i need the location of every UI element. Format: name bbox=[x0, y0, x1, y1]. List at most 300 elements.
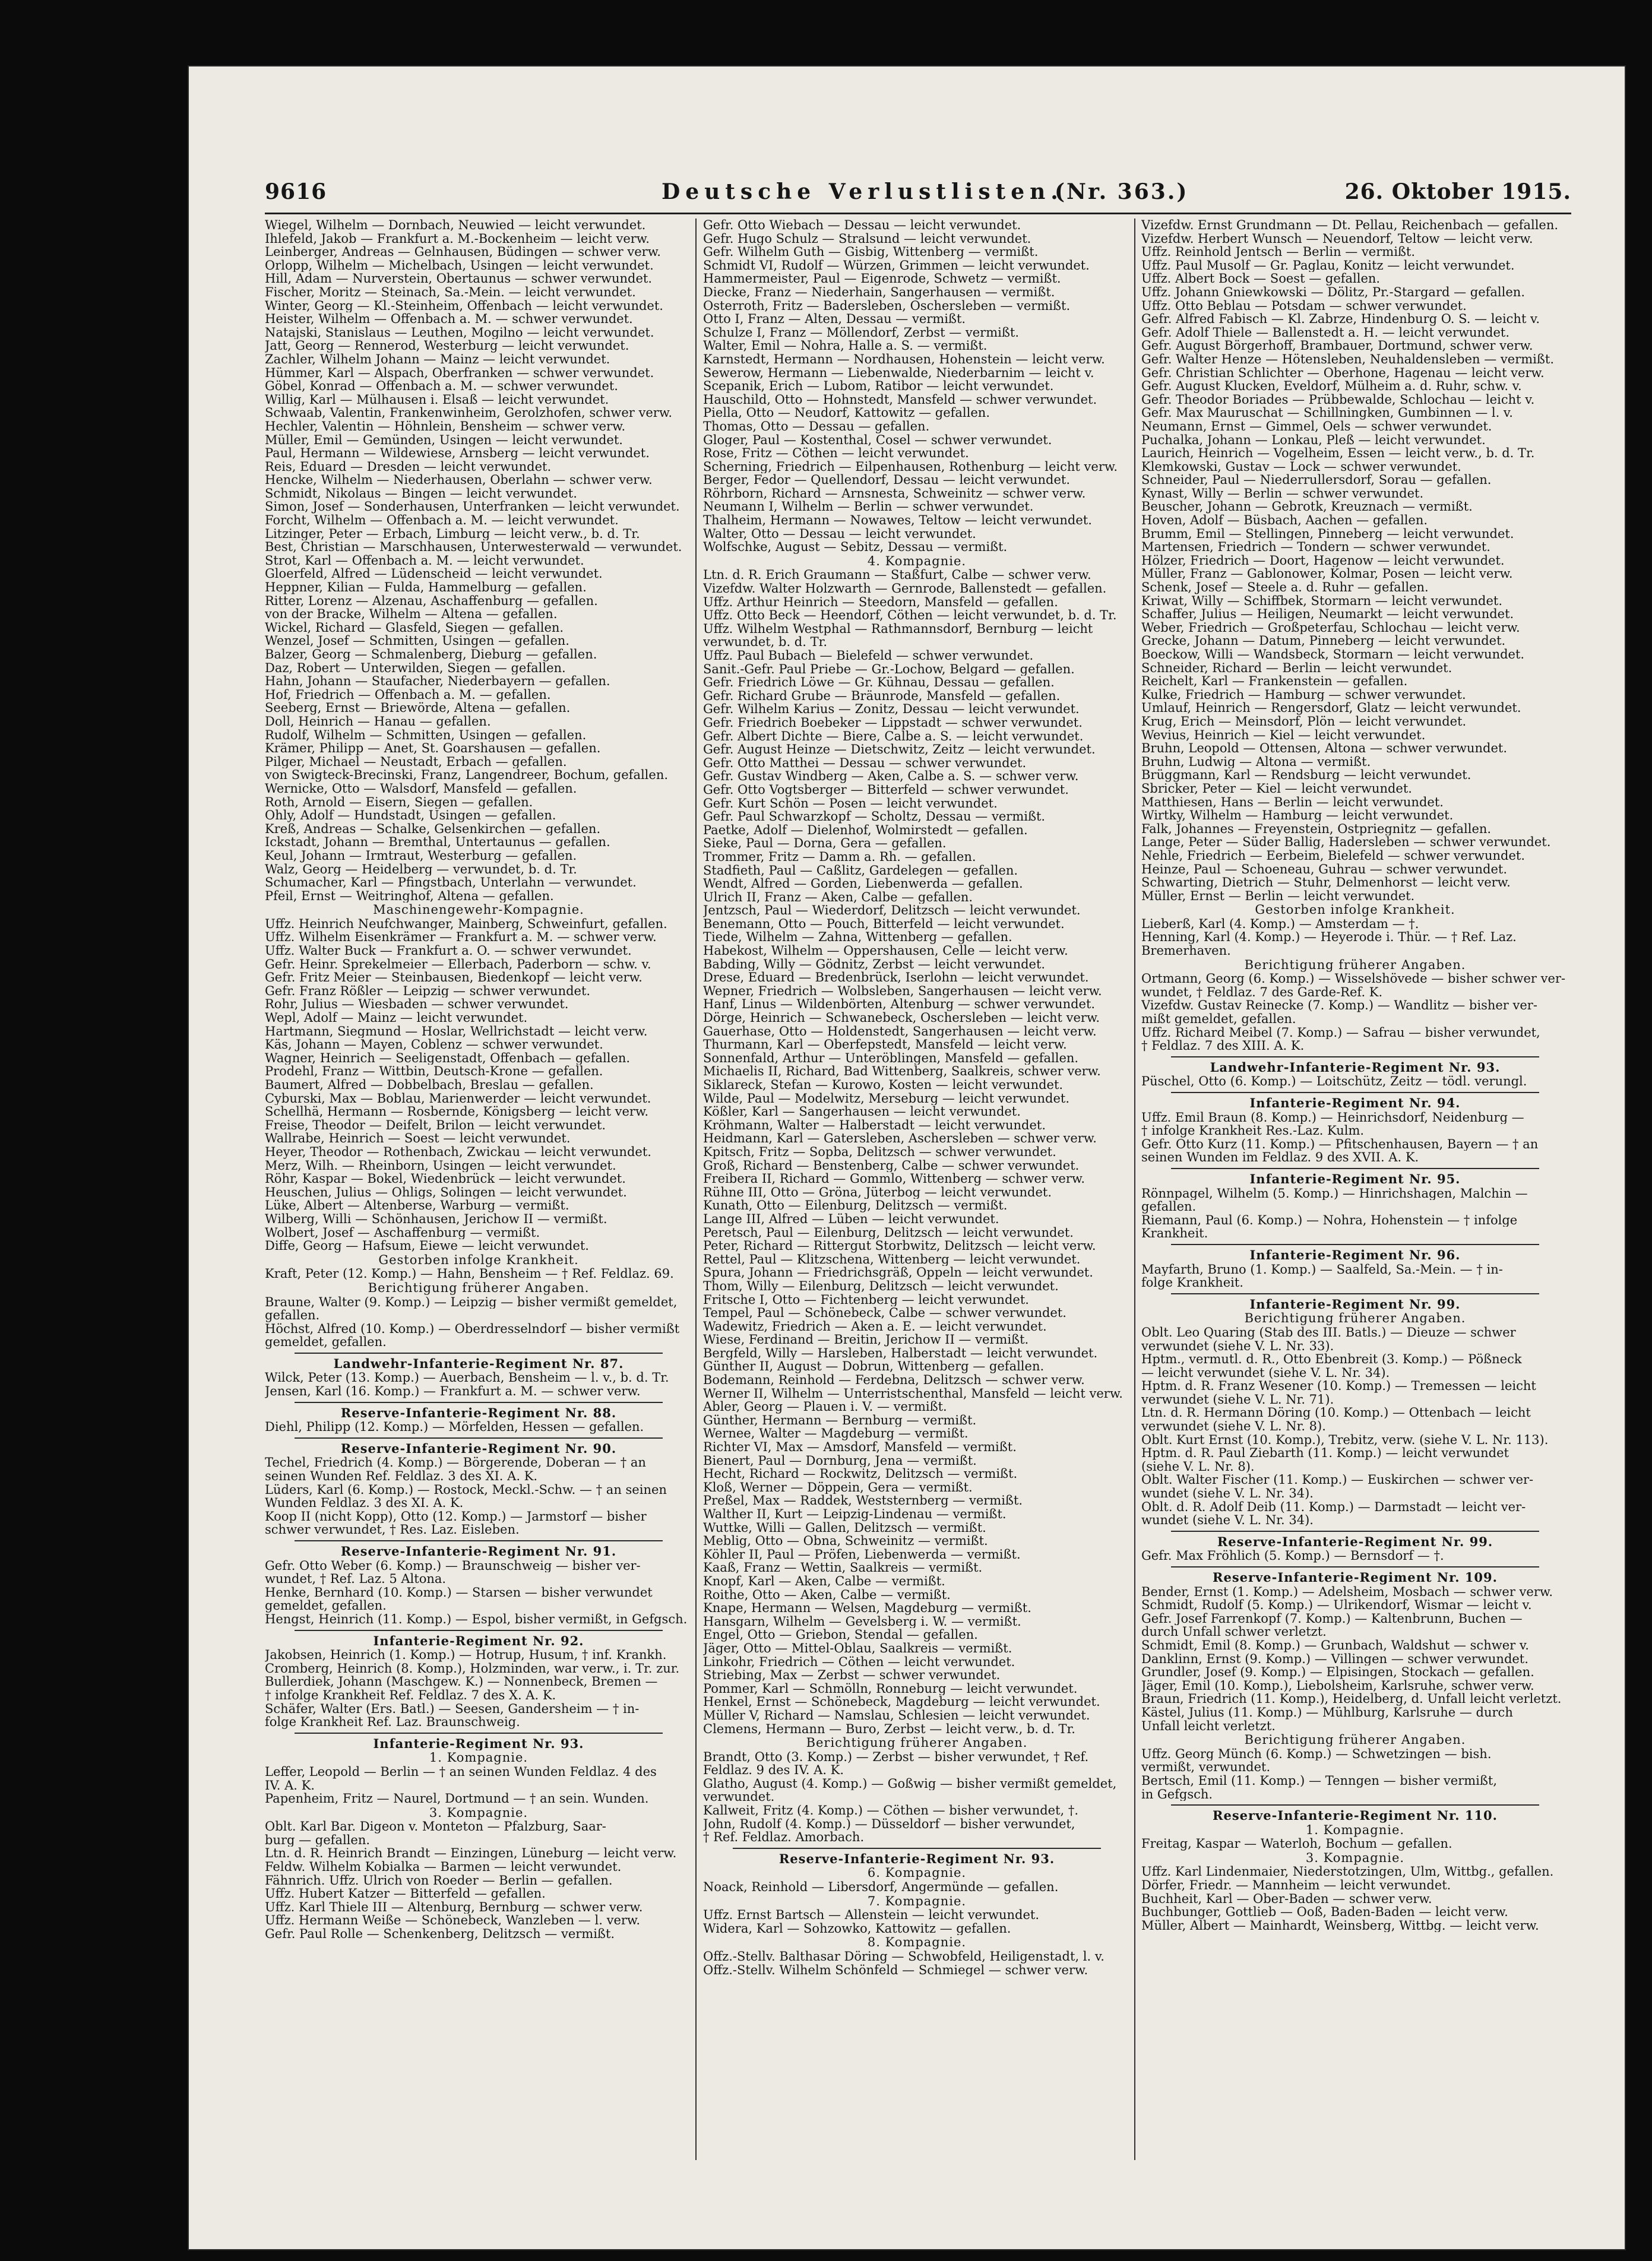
casualty-entry: Wilberg, Willi — Schönhausen, Jerichow II — vermißt. bbox=[265, 1212, 607, 1226]
casualty-entry: Gefr. Hugo Schulz — Stralsund — leicht verwundet. bbox=[703, 232, 1031, 246]
casualty-entry: Uffz. Karl Thiele III — Altenburg, Bernburg — schwer verw. bbox=[265, 1900, 643, 1914]
casualty-entry: Gefr. Christian Schlichter — Oberhone, Hagenau — leicht verw. bbox=[1141, 366, 1545, 380]
casualty-entry: Bienert, Paul — Dornburg, Jena — vermißt. bbox=[703, 1454, 977, 1468]
casualty-entry: durch Unfall schwer verletzt. bbox=[1141, 1625, 1327, 1639]
casualty-entry: Wendt, Alfred — Gorden, Liebenwerda — gefallen. bbox=[703, 877, 1023, 891]
casualty-entry: Gefr. Otto Vogtsberger — Bitterfeld — schwer verwundet. bbox=[703, 783, 1069, 797]
casualty-entry: Thomas, Otto — Dessau — gefallen. bbox=[703, 419, 930, 433]
casualty-entry: Matthiesen, Hans — Berlin — leicht verwundet. bbox=[1141, 795, 1444, 809]
casualty-entry: Krämer, Philipp — Anet, St. Goarshausen — gefallen. bbox=[265, 742, 601, 755]
casualty-entry: schwer verwundet, † Res. Laz. Eisleben. bbox=[265, 1523, 520, 1537]
casualty-entry: Püschel, Otto (6. Komp.) — Loitschütz, Zeitz — tödl. verungl. bbox=[1141, 1075, 1527, 1088]
casualty-entry: Kreß, Andreas — Schalke, Gelsenkirchen — gefallen. bbox=[265, 822, 601, 836]
casualty-entry: Litzinger, Peter — Erbach, Limburg — leicht verw., b. d. Tr. bbox=[265, 527, 640, 541]
casualty-entry: Gefr. Adolf Thiele — Ballenstedt a. H. — leicht verwundet. bbox=[1141, 325, 1509, 340]
casualty-entry: Wickel, Richard — Glasfeld, Siegen — gefallen. bbox=[265, 620, 564, 635]
casualty-entry: Heppner, Kilian — Fulda, Hammelburg — gefallen. bbox=[265, 581, 587, 594]
section-divider bbox=[1171, 1168, 1539, 1169]
casualty-entry: Hansgarn, Wilhelm — Gevelsberg i. W. — vermißt. bbox=[703, 1614, 1021, 1629]
casualty-entry: Danklinn, Ernst (9. Komp.) — Villingen — schwer verwundet. bbox=[1141, 1652, 1528, 1666]
casualty-entry: Pommer, Karl — Schmölln, Ronneburg — leicht verwundet. bbox=[703, 1682, 1078, 1696]
casualty-entry: Hptm., vermutl. d. R., Otto Ebenbreit (3. Komp.) — Pößneck bbox=[1141, 1353, 1522, 1366]
casualty-entry: Sanit.-Gefr. Paul Priebe — Gr.-Lochow, Belgard — gefallen. bbox=[703, 662, 1075, 676]
casualty-entry: Uffz. Ernst Bartsch — Allenstein — leicht verwundet. bbox=[703, 1908, 1040, 1922]
casualty-entry: Werner II, Wilhelm — Unterristschenthal, Mansfeld — leicht verw. bbox=[703, 1386, 1123, 1401]
casualty-entry: Bender, Ernst (1. Komp.) — Adelsheim, Mosbach — schwer verw. bbox=[1141, 1585, 1553, 1599]
casualty-entry: Heister, Wilhelm — Offenbach a. M. — schwer verwundet. bbox=[265, 312, 633, 326]
casualty-entry: John, Rudolf (4. Komp.) — Düsseldorf — bisher verwundet, bbox=[703, 1817, 1075, 1831]
casualty-entry: Höchst, Alfred (10. Komp.) — Oberdresselndorf — bisher vermißt bbox=[265, 1322, 680, 1336]
casualty-entry: Paetke, Adolf — Dielenhof, Wolmirstedt — gefallen. bbox=[703, 823, 1028, 837]
casualty-entry: wundet (siehe V. L. Nr. 34). bbox=[1141, 1487, 1314, 1500]
casualty-entry: Sewerow, Hermann — Liebenwalde, Niederbarnim — leicht v. bbox=[703, 366, 1094, 380]
regiment-heading: Reserve-Infanterie-Regiment Nr. 109. bbox=[1213, 1571, 1498, 1585]
casualty-entry: Kraft, Peter (12. Komp.) — Hahn, Bensheim — † Ref. Feldlaz. 69. bbox=[265, 1267, 674, 1281]
section-divider bbox=[1171, 1566, 1539, 1568]
casualty-entry: Oblt. Karl Bar. Digeon v. Monteton — Pfalzburg, Saar- bbox=[265, 1820, 606, 1834]
casualty-entry: Hahn, Johann — Staufacher, Niederbayern — gefallen. bbox=[265, 674, 610, 688]
casualty-entry: Wadewitz, Friedrich — Aken a. E. — leicht verwundet. bbox=[703, 1319, 1047, 1334]
casualty-entry: Dörge, Heinrich — Schwanebeck, Oschersleben — leicht verw. bbox=[703, 1011, 1100, 1025]
regiment-heading: Landwehr-Infanterie-Regiment Nr. 87. bbox=[333, 1357, 624, 1371]
casualty-entry: Gloger, Paul — Kostenthal, Cosel — schwer verwundet. bbox=[703, 433, 1052, 447]
casualty-entry: Schellhä, Hermann — Rosbernde, Königsberg — leicht verw. bbox=[265, 1105, 649, 1119]
regiment-heading: Reserve-Infanterie-Regiment Nr. 91. bbox=[340, 1545, 617, 1559]
subsection-heading: 1. Kompagnie. bbox=[429, 1750, 528, 1765]
casualty-entry: Koop II (nicht Kopp), Otto (12. Komp.) — Jarmstorf — bisher bbox=[265, 1509, 647, 1524]
casualty-entry: Uffz. Arthur Heinrich — Steedorn, Mansfeld — gefallen. bbox=[703, 595, 1058, 609]
casualty-entry: Schulze I, Franz — Möllendorf, Zerbst — vermißt. bbox=[703, 325, 1019, 340]
casualty-entry: Gefr. August Klucken, Eveldorf, Mülheim a. d. Ruhr, schw. v. bbox=[1141, 379, 1522, 393]
casualty-entry: Roithe, Otto — Aken, Calbe — vermißt. bbox=[703, 1588, 951, 1602]
casualty-entry: Balzer, Georg — Schmalenberg, Dieburg — gefallen. bbox=[265, 648, 597, 661]
casualty-entry: Gefr. Gustav Windberg — Aken, Calbe a. S. — schwer verw. bbox=[703, 770, 1079, 783]
casualty-entry: Schwarting, Dietrich — Stuhr, Delmenhorst — leicht verw. bbox=[1141, 876, 1511, 889]
casualty-entry: Gefr. Otto Matthei — Dessau — schwer verwundet. bbox=[703, 756, 1027, 770]
casualty-entry: Widera, Karl — Sohzowko, Kattowitz — gefallen. bbox=[703, 1921, 1011, 1936]
casualty-entry: Nehle, Friedrich — Eerbeim, Bielefeld — schwer verwundet. bbox=[1141, 848, 1526, 863]
casualty-entry: Preßel, Max — Raddek, Weststernberg — vermißt. bbox=[703, 1494, 1023, 1508]
casualty-entry: Mayfarth, Bruno (1. Komp.) — Saalfeld, Sa.-Mein. — † in- bbox=[1141, 1262, 1503, 1277]
casualty-entry: Uffz. Emil Braun (8. Komp.) — Heinrichsdorf, Neidenburg — bbox=[1141, 1110, 1524, 1125]
casualty-entry: Strot, Karl — Offenbach a. M. — leicht verwundet. bbox=[265, 553, 584, 568]
casualty-entry: Thom, Willy — Eilenburg, Delitzsch — leicht verwundet. bbox=[703, 1279, 1059, 1293]
casualty-entry: Gefr. Fritz Meier — Steinbausen, Biedenkopf — leicht verw. bbox=[265, 971, 643, 984]
casualty-entry: Trommer, Fritz — Damm a. Rh. — gefallen. bbox=[703, 850, 976, 864]
casualty-entry: Cyburski, Max — Boblau, Marienwerder — leicht verwundet. bbox=[265, 1091, 651, 1106]
casualty-entry: Vizefdw. Walter Holzwarth — Gernrode, Ballenstedt — gefallen. bbox=[703, 582, 1107, 596]
section-divider bbox=[1171, 1531, 1539, 1532]
casualty-entry: Papenheim, Fritz — Naurel, Dortmund — † an sein. Wunden. bbox=[265, 1792, 649, 1806]
casualty-entry: Zachler, Wilhelm Johann — Mainz — leicht verwundet. bbox=[265, 352, 610, 366]
casualty-entry: seinen Wunden Ref. Feldlaz. 3 des XI. A. K. bbox=[265, 1470, 538, 1483]
casualty-entry: Piella, Otto — Neudorf, Kattowitz — gefallen. bbox=[703, 406, 990, 420]
casualty-entry: Buchbunger, Gottlieb — Ooß, Baden-Baden — leicht verw. bbox=[1141, 1905, 1508, 1919]
casualty-entry: Freibera II, Richard — Gommlo, Wittenberg — schwer verw. bbox=[703, 1172, 1085, 1186]
casualty-entry: Uffz. Heinrich Neufchwanger, Mainberg, Schweinfurt, gefallen. bbox=[265, 917, 667, 931]
column-3 bbox=[1141, 218, 1569, 1932]
casualty-entry: Käs, Johann — Mayen, Coblenz — schwer verwundet. bbox=[265, 1038, 603, 1052]
casualty-entry: Hptm. d. R. Paul Ziebarth (11. Komp.) — leicht verwundet bbox=[1141, 1446, 1509, 1460]
subsection-heading: Berichtigung früherer Angaben. bbox=[1244, 1311, 1466, 1326]
regiment-heading: Infanterie-Regiment Nr. 95. bbox=[1249, 1172, 1461, 1186]
casualty-entry: Schmidt VI, Rudolf — Würzen, Grimmen — leicht verwundet. bbox=[703, 258, 1090, 273]
casualty-entry: Rettel, Paul — Klitzschena, Wittenberg — leicht verwundet. bbox=[703, 1252, 1081, 1266]
casualty-entry: Röhrborn, Richard — Arnsnesta, Schweinitz — schwer verw. bbox=[703, 486, 1086, 501]
casualty-entry: Gefr. August Börgerhoff, Brambauer, Dortmund, schwer verw. bbox=[1141, 339, 1533, 353]
casualty-entry: Köhler II, Paul — Pröfen, Liebenwerda — vermißt. bbox=[703, 1547, 1021, 1562]
casualty-entry: Leinberger, Andreas — Gelnhausen, Büdingen — schwer verw. bbox=[265, 245, 661, 259]
casualty-entry: Schmidt, Rudolf (5. Komp.) — Ulrikendorf, Wismar — leicht v. bbox=[1141, 1598, 1532, 1612]
casualty-entry: Glatho, August (4. Komp.) — Goßwig — bisher vermißt gemeldet, bbox=[703, 1776, 1117, 1791]
casualty-entry: Wepl, Adolf — Mainz — leicht verwundet. bbox=[265, 1011, 528, 1025]
casualty-entry: Uffz. Albert Bock — Soest — gefallen. bbox=[1141, 272, 1381, 286]
casualty-entry: Best, Christian — Marschhausen, Unterwesterwald — verwundet. bbox=[265, 540, 682, 554]
casualty-entry: Uffz. Wilhelm Eisenkrämer — Frankfurt a. M. — schwer verw. bbox=[265, 930, 657, 945]
column-divider bbox=[1134, 218, 1135, 2160]
casualty-entry: Wuttke, Willi — Gallen, Delitzsch — vermißt. bbox=[703, 1521, 986, 1535]
casualty-entry: † Ref. Feldlaz. Amorbach. bbox=[703, 1831, 865, 1844]
casualty-entry: Schenk, Josef — Steele a. d. Ruhr — gefallen. bbox=[1141, 581, 1429, 594]
casualty-entry: Tempel, Paul — Schönebeck, Calbe — schwer verwundet. bbox=[703, 1306, 1066, 1320]
casualty-entry: Wilde, Paul — Modelwitz, Merseburg — leicht verwundet. bbox=[703, 1091, 1070, 1106]
casualty-entry: Lange, Peter — Süder Ballig, Hadersleben — schwer verwundet. bbox=[1141, 835, 1551, 849]
casualty-entry: Heidmann, Karl — Gatersleben, Aschersleben — schwer verw. bbox=[703, 1132, 1097, 1145]
casualty-entry: Kriwat, Willy — Schiffbek, Stormarn — leicht verwundet. bbox=[1141, 594, 1503, 608]
casualty-entry: Daz, Robert — Unterwilden, Siegen — gefallen. bbox=[265, 661, 566, 675]
casualty-entry: Hauschild, Otto — Hohnstedt, Mansfeld — schwer verwundet. bbox=[703, 392, 1097, 407]
subsection-heading: Berichtigung früherer Angaben. bbox=[806, 1736, 1028, 1750]
section-divider bbox=[295, 1402, 663, 1403]
casualty-entry: Müller, Emil — Gemünden, Usingen — leicht verwundet. bbox=[265, 433, 623, 447]
casualty-entry: Linkohr, Friedrich — Cöthen — leicht verwundet. bbox=[703, 1655, 1015, 1669]
subsection-heading: 7. Kompagnie. bbox=[867, 1893, 967, 1908]
casualty-entry: Wenzel, Josef — Schmitten, Usingen — gefallen. bbox=[265, 634, 569, 648]
casualty-entry: Paul, Hermann — Wildewiese, Arnsberg — leicht verwundet. bbox=[265, 446, 650, 460]
casualty-entry: Seeberg, Ernst — Briewörde, Altena — gefallen. bbox=[265, 701, 571, 715]
casualty-entry: Schneider, Richard — Berlin — leicht verwundet. bbox=[1141, 661, 1452, 675]
casualty-entry: Richter VI, Max — Amsdorf, Mansfeld — vermißt. bbox=[703, 1440, 1017, 1454]
casualty-entry: Gefr. Friedrich Boebeker — Lippstadt — schwer verwundet. bbox=[703, 715, 1083, 730]
casualty-entry: Walther II, Kurt — Leipzig-Lindenau — vermißt. bbox=[703, 1508, 1007, 1521]
section-divider bbox=[1171, 1804, 1539, 1806]
casualty-entry: Kaaß, Franz — Wettin, Saalkreis — vermißt. bbox=[703, 1561, 983, 1575]
casualty-entry: Uffz. Richard Meibel (7. Komp.) — Safrau — bisher verwundet, bbox=[1141, 1025, 1540, 1040]
casualty-entry: burg — gefallen. bbox=[265, 1833, 371, 1847]
casualty-entry: Stadfieth, Paul — Caßlitz, Gardelegen — gefallen. bbox=[703, 863, 1018, 878]
casualty-entry: wundet, † Feldlaz. 7 des Garde-Ref. K. bbox=[1141, 985, 1383, 999]
casualty-entry: Wallrabe, Heinrich — Soest — leicht verwundet. bbox=[265, 1132, 571, 1145]
casualty-entry: Tiede, Wilhelm — Zahna, Wittenberg — gefallen. bbox=[703, 930, 1012, 945]
casualty-entry: Wagner, Heinrich — Seeligenstadt, Offenbach — gefallen. bbox=[265, 1051, 631, 1065]
casualty-entry: Krankheit. bbox=[1141, 1227, 1208, 1240]
casualty-entry: verwundet, b. d. Tr. bbox=[703, 635, 828, 649]
casualty-entry: Röhr, Kaspar — Bokel, Wiedenbrück — leicht verwundet. bbox=[265, 1172, 626, 1186]
subsection-heading: 1. Kompagnie. bbox=[1305, 1822, 1405, 1837]
casualty-entry: Pilger, Michael — Neustadt, Erbach — gefallen. bbox=[265, 755, 567, 769]
casualty-entry: Weber, Friedrich — Großpeterfau, Schlochau — leicht verw. bbox=[1141, 620, 1520, 635]
casualty-entry: Gloerfeld, Alfred — Lüdenscheid — leicht verwundet. bbox=[265, 567, 603, 581]
casualty-entry: Hammermeister, Paul — Eigenrode, Schwetz — vermißt. bbox=[703, 272, 1061, 286]
casualty-entry: Otto I, Franz — Alten, Dessau — vermißt. bbox=[703, 312, 966, 326]
casualty-entry: Kpitsch, Fritz — Sopba, Delitzsch — schwer verwundet. bbox=[703, 1145, 1056, 1159]
casualty-entry: Kunath, Otto — Eilenburg, Delitzsch — vermißt. bbox=[703, 1199, 1008, 1212]
casualty-entry: Diecke, Franz — Niederhain, Sangerhausen — vermißt. bbox=[703, 285, 1055, 299]
casualty-entry: Offz.-Stellv. Wilhelm Schönfeld — Schmiegel — schwer verw. bbox=[703, 1963, 1088, 1977]
casualty-entry: Kulke, Friedrich — Hamburg — schwer verwundet. bbox=[1141, 688, 1466, 702]
casualty-entry: Jakobsen, Heinrich (1. Komp.) — Hotrup, Husum, † inf. Krankh. bbox=[265, 1648, 667, 1662]
casualty-entry: Schaffer, Julius — Heiligen, Neumarkt — leicht verwundet. bbox=[1141, 607, 1514, 621]
casualty-entry: Hptm. d. R. Franz Wesener (10. Komp.) — Tremessen — leicht bbox=[1141, 1379, 1536, 1393]
regiment-heading: Reserve-Infanterie-Regiment Nr. 93. bbox=[778, 1852, 1055, 1866]
casualty-entry: Martensen, Friedrich — Tondern — schwer verwundet. bbox=[1141, 540, 1490, 554]
casualty-entry: Gefr. Max Fröhlich (5. Komp.) — Bernsdorf — †. bbox=[1141, 1549, 1444, 1563]
casualty-entry: Ihlefeld, Jakob — Frankfurt a. M.-Bockenheim — leicht verw. bbox=[265, 232, 650, 246]
section-divider bbox=[1171, 1056, 1539, 1057]
casualty-entry: Heyer, Theodor — Rothenbach, Zwickau — leicht verwundet. bbox=[265, 1145, 651, 1159]
casualty-entry: Uffz. Reinhold Jentsch — Berlin — vermißt. bbox=[1141, 245, 1416, 259]
casualty-entry: Bullerdiek, Johann (Maschgew. K.) — Nonnenbeck, Bremen — bbox=[265, 1675, 658, 1689]
casualty-entry: Hill, Adam — Nurverstein, Obertaunus — schwer verwundet. bbox=[265, 272, 653, 286]
casualty-entry: Uffz. Otto Beblau — Potsdam — schwer verwundet. bbox=[1141, 299, 1467, 313]
casualty-entry: Hecht, Richard — Rockwitz, Delitzsch — vermißt. bbox=[703, 1467, 1018, 1481]
subsection-heading: Berichtigung früherer Angaben. bbox=[1244, 957, 1466, 972]
regiment-heading: Reserve-Infanterie-Regiment Nr. 110. bbox=[1213, 1809, 1498, 1823]
casualty-entry: Knopf, Karl — Aken, Calbe — vermißt. bbox=[703, 1574, 945, 1588]
casualty-entry: Unfall leicht verletzt. bbox=[1141, 1719, 1276, 1733]
casualty-entry: Neumann, Ernst — Gimmel, Oels — schwer verwundet. bbox=[1141, 419, 1492, 433]
casualty-entry: Uffz. Paul Musolf — Gr. Paglau, Konitz — leicht verwundet. bbox=[1141, 258, 1515, 273]
casualty-entry: Klemkowski, Gustav — Lock — schwer verwundet. bbox=[1141, 460, 1461, 474]
casualty-entry: Oblt. Leo Quaring (Stab des III. Batls.) — Dieuze — schwer bbox=[1141, 1325, 1516, 1340]
casualty-entry: Sonnenfald, Arthur — Unteröblingen, Mansfeld — gefallen. bbox=[703, 1051, 1079, 1065]
subsection-heading: 3. Kompagnie. bbox=[1305, 1850, 1405, 1865]
casualty-entry: Heuschen, Julius — Ohligs, Solingen — leicht verwundet. bbox=[265, 1185, 627, 1199]
casualty-entry: Wernee, Walter — Magdeburg — vermißt. bbox=[703, 1427, 969, 1441]
casualty-entry: Noack, Reinhold — Libersdorf, Angermünde — gefallen. bbox=[703, 1880, 1059, 1894]
casualty-entry: Falk, Johannes — Freyenstein, Ostpriegnitz — gefallen. bbox=[1141, 822, 1492, 836]
casualty-entry: Roth, Arnold — Eisern, Siegen — gefallen. bbox=[265, 795, 533, 809]
casualty-entry: Uffz. Hubert Katzer — Bitterfeld — gefallen. bbox=[265, 1887, 546, 1901]
casualty-entry: Henning, Karl (4. Komp.) — Heyerode i. Thür. — † Ref. Laz. bbox=[1141, 930, 1517, 945]
casualty-entry: Schäfer, Walter (Ers. Batl.) — Seesen, Gandersheim — † in- bbox=[265, 1702, 640, 1716]
casualty-entry: Oblt. Kurt Ernst (10. Komp.), Trebitz, verw. (siehe V. L. Nr. 113). bbox=[1141, 1433, 1549, 1447]
casualty-entry: Wolfschke, August — Sebitz, Dessau — vermißt. bbox=[703, 540, 1008, 554]
regiment-heading: Infanterie-Regiment Nr. 99. bbox=[1249, 1297, 1461, 1312]
casualty-entry: IV. A. K. bbox=[265, 1778, 315, 1793]
casualty-entry: Clemens, Hermann — Buro, Zerbst — leicht verw., b. d. Tr. bbox=[703, 1722, 1075, 1736]
casualty-entry: Oblt. Walter Fischer (11. Komp.) — Euskirchen — schwer ver- bbox=[1141, 1473, 1534, 1487]
casualty-entry: Göbel, Konrad — Offenbach a. M. — schwer verwundet. bbox=[265, 379, 618, 393]
casualty-entry: † infolge Krankheit Ref. Feldlaz. 7 des X. A. K. bbox=[265, 1688, 556, 1702]
casualty-entry: Grecke, Johann — Datum, Pinneberg — leicht verwundet. bbox=[1141, 634, 1506, 648]
casualty-entry: Prodehl, Franz — Wittbin, Deutsch-Krone — gefallen. bbox=[265, 1065, 603, 1078]
subsection-heading: 4. Kompagnie. bbox=[867, 553, 967, 568]
casualty-entry: Rühne III, Otto — Gröna, Jüterbog — leicht verwundet. bbox=[703, 1185, 1052, 1199]
casualty-entry: Riemann, Paul (6. Komp.) — Nohra, Hohenstein — † infolge bbox=[1141, 1213, 1518, 1227]
casualty-entry: Kallweit, Fritz (4. Komp.) — Cöthen — bisher verwundet, †. bbox=[703, 1804, 1079, 1817]
casualty-entry: Benemann, Otto — Pouch, Bitterfeld — leicht verwundet. bbox=[703, 917, 1065, 931]
casualty-entry: Bertsch, Emil (11. Komp.) — Tenngen — bisher vermißt, bbox=[1141, 1774, 1498, 1788]
column-1 bbox=[265, 218, 692, 1941]
casualty-entry: Fischer, Moritz — Steinach, Sa.-Mein. — leicht verwundet. bbox=[265, 285, 636, 299]
casualty-entry: Thurmann, Karl — Oberfepstedt, Mansfeld — leicht verw. bbox=[703, 1038, 1067, 1052]
casualty-entry: Gefr. Otto Wiebach — Dessau — leicht verwundet. bbox=[703, 218, 1021, 232]
casualty-entry: Beuscher, Johann — Gebrotk, Kreuznach — vermißt. bbox=[1141, 500, 1473, 514]
casualty-entry: Kößler, Karl — Sangerhausen — leicht verwundet. bbox=[703, 1105, 1021, 1119]
subsection-heading: Gestorben infolge Krankheit. bbox=[378, 1252, 579, 1267]
casualty-entry: Uffz. Johann Gniewkowski — Dölitz, Pr.-Stargard — gefallen. bbox=[1141, 285, 1525, 299]
casualty-entry: Gefr. Kurt Schön — Posen — leicht verwundet. bbox=[703, 796, 998, 810]
subsection-heading: Berichtigung früherer Angaben. bbox=[368, 1280, 590, 1295]
casualty-entry: Reichelt, Karl — Frankenstein — gefallen. bbox=[1141, 674, 1408, 688]
casualty-entry: Engel, Otto — Griebon, Stendal — gefallen. bbox=[703, 1628, 978, 1642]
casualty-entry: Hof, Friedrich — Offenbach a. M. — gefallen. bbox=[265, 688, 551, 702]
casualty-entry: Gefr. Franz Rößler — Leipzig — schwer verwundet. bbox=[265, 984, 591, 998]
regiment-heading: Infanterie-Regiment Nr. 96. bbox=[1249, 1248, 1461, 1262]
casualty-entry: von Swigteck-Brecinski, Franz, Langendreer, Bochum, gefallen. bbox=[265, 768, 669, 782]
casualty-entry: seinen Wunden im Feldlaz. 9 des XVII. A. K. bbox=[1141, 1151, 1419, 1164]
casualty-entry: Henke, Bernhard (10. Komp.) — Starsen — bisher verwundet bbox=[265, 1585, 653, 1600]
casualty-entry: Gefr. Otto Kurz (11. Komp.) — Pfitschenhausen, Bayern — † an bbox=[1141, 1137, 1539, 1151]
casualty-entry: vermißt, verwundet. bbox=[1141, 1760, 1271, 1774]
casualty-entry: Jatt, Georg — Rennerod, Westerburg — leicht verwundet. bbox=[265, 339, 629, 353]
casualty-entry: Gefr. Heinr. Sprekelmeier — Ellerbach, Paderborn — schw. v. bbox=[265, 957, 651, 971]
casualty-entry: Boeckow, Willi — Wandsbeck, Stormarn — leicht verwundet. bbox=[1141, 648, 1525, 661]
page-header bbox=[265, 179, 1571, 210]
casualty-entry: Merz, Wilh. — Rheinborn, Usingen — leicht verwundet. bbox=[265, 1158, 616, 1173]
casualty-entry: Bruhn, Leopold — Ottensen, Altona — schwer verwundet. bbox=[1141, 742, 1508, 755]
casualty-entry: Ortmann, Georg (6. Komp.) — Wisselshövede — bisher schwer ver- bbox=[1141, 972, 1566, 986]
casualty-entry: Günther, Hermann — Bernburg — vermißt. bbox=[703, 1413, 977, 1427]
casualty-entry: Berger, Fedor — Quellendorf, Dessau — leicht verwundet. bbox=[703, 473, 1071, 487]
casualty-entry: Schmidt, Emil (8. Komp.) — Grunbach, Waldshut — schwer v. bbox=[1141, 1638, 1529, 1652]
section-divider bbox=[1171, 1244, 1539, 1245]
subsection-heading: 6. Kompagnie. bbox=[867, 1866, 967, 1880]
casualty-entry: Spura, Johann — Friedrichsgräß, Oppeln — leicht verwundet. bbox=[703, 1266, 1093, 1280]
regiment-heading: Infanterie-Regiment Nr. 94. bbox=[1249, 1097, 1461, 1110]
casualty-entry: Fähnrich. Uffz. Ulrich von Roeder — Berlin — gefallen. bbox=[265, 1873, 613, 1888]
casualty-entry: Offz.-Stellv. Balthasar Döring — Schwobfeld, Heiligenstadt, l. v. bbox=[703, 1950, 1105, 1964]
casualty-entry: Keul, Johann — Irmtraut, Westerburg — gefallen. bbox=[265, 848, 577, 863]
casualty-entry: Forcht, Wilhelm — Offenbach a. M. — leicht verwundet. bbox=[265, 514, 619, 527]
casualty-entry: Schmidt, Nikolaus — Bingen — leicht verwundet. bbox=[265, 486, 577, 501]
regiment-heading: Reserve-Infanterie-Regiment Nr. 88. bbox=[340, 1406, 617, 1420]
casualty-entry: Hengst, Heinrich (11. Komp.) — Espol, bisher vermißt, in Gefgsch. bbox=[265, 1612, 688, 1626]
casualty-entry: Müller, Franz — Gablonower, Kolmar, Posen — leicht verw. bbox=[1141, 567, 1513, 581]
casualty-entry: Simon, Josef — Sonderhausen, Unterfranken — leicht verwundet. bbox=[265, 500, 680, 514]
casualty-entry: Gefr. Walter Henze — Hötensleben, Neuhaldensleben — vermißt. bbox=[1141, 352, 1555, 366]
casualty-entry: Osterroth, Fritz — Badersleben, Oschersleben — vermißt. bbox=[703, 299, 1071, 313]
casualty-entry: gefallen. bbox=[1141, 1200, 1197, 1214]
casualty-entry: Buchheit, Karl — Ober-Baden — schwer verw. bbox=[1141, 1892, 1432, 1906]
regiment-heading: Infanterie-Regiment Nr. 92. bbox=[373, 1634, 584, 1648]
casualty-entry: Sbricker, Peter — Kiel — leicht verwundet. bbox=[1141, 781, 1412, 796]
casualty-entry: Uffz. Hermann Weiße — Schönebeck, Wanzleben — l. verw. bbox=[265, 1914, 641, 1928]
casualty-entry: Wepner, Friedrich — Wolbsleben, Sangerhausen — leicht verw. bbox=[703, 984, 1102, 998]
casualty-entry: Fritsche I, Otto — Fichtenberg — leicht verwundet. bbox=[703, 1293, 1029, 1307]
casualty-entry: Neumann I, Wilhelm — Berlin — schwer verwundet. bbox=[703, 500, 1034, 514]
casualty-entry: Rönnpagel, Wilhelm (5. Komp.) — Hinrichshagen, Malchin — bbox=[1141, 1186, 1528, 1201]
casualty-entry: Wolbert, Josef — Aschaffenburg — vermißt. bbox=[265, 1226, 540, 1240]
casualty-entry: Feldlaz. 9 des IV. A. K. bbox=[703, 1763, 844, 1777]
casualty-entry: Wilck, Peter (13. Komp.) — Auerbach, Bensheim — l. v., b. d. Tr. bbox=[265, 1371, 669, 1385]
casualty-entry: Gefr. Paul Rolle — Schenkenberg, Delitzsch — vermißt. bbox=[265, 1927, 615, 1941]
casualty-entry: Ulrich II, Franz — Aken, Calbe — gefallen. bbox=[703, 890, 973, 904]
casualty-entry: Baumert, Alfred — Dobbelbach, Breslau — gefallen. bbox=[265, 1078, 594, 1092]
casualty-entry: Jäger, Emil (10. Komp.), Liebolsheim, Karlsruhe, schwer verw. bbox=[1141, 1679, 1534, 1693]
section-divider bbox=[733, 1848, 1101, 1849]
casualty-entry: Umlauf, Heinrich — Rengersdorf, Glatz — leicht verwundet. bbox=[1141, 701, 1521, 715]
regiment-heading: Infanterie-Regiment Nr. 93. bbox=[373, 1737, 584, 1751]
casualty-entry: verwundet (siehe V. L. Nr. 33). bbox=[1141, 1339, 1334, 1353]
casualty-entry: von der Bracke, Wilhelm — Altena — gefallen. bbox=[265, 607, 558, 621]
casualty-entry: Freise, Theodor — Deifelt, Brilon — leicht verwundet. bbox=[265, 1118, 606, 1132]
casualty-entry: Müller, Ernst — Berlin — leicht verwundet. bbox=[1141, 889, 1415, 903]
casualty-entry: Schneider, Paul — Niederrullersdorf, Sorau — gefallen. bbox=[1141, 473, 1492, 487]
casualty-entry: Peter, Richard — Rittergut Storbwitz, Delitzsch — leicht verw. bbox=[703, 1239, 1096, 1253]
casualty-entry: mißt gemeldet, gefallen. bbox=[1141, 1012, 1296, 1026]
casualty-entry: Kloß, Werner — Döppein, Gera — vermißt. bbox=[703, 1480, 973, 1494]
casualty-entry: Lüders, Karl (6. Komp.) — Rostock, Meckl.-Schw. — † an seinen bbox=[265, 1483, 667, 1497]
issue-date: 26. Oktober 1915. bbox=[1344, 179, 1571, 204]
casualty-entry: Techel, Friedrich (4. Komp.) — Börgerende, Doberan — † an bbox=[265, 1456, 646, 1470]
casualty-entry: Gauerhase, Otto — Holdenstedt, Sangerhausen — leicht verw. bbox=[703, 1024, 1097, 1038]
casualty-entry: Gefr. Theodor Boriades — Prübbewalde, Schlochau — leicht v. bbox=[1141, 392, 1535, 407]
section-divider bbox=[1171, 1293, 1539, 1294]
casualty-entry: Walz, Georg — Heidelberg — verwundet, b. d. Tr. bbox=[265, 862, 577, 876]
casualty-entry: Scepanik, Erich — Lubom, Ratibor — leicht verwundet. bbox=[703, 379, 1054, 393]
casualty-entry: Gefr. Josef Farrenkopf (7. Komp.) — Kaltenbrunn, Buchen — bbox=[1141, 1611, 1523, 1626]
regiment-heading: Reserve-Infanterie-Regiment Nr. 99. bbox=[1217, 1535, 1493, 1549]
casualty-entry: Gefr. Friedrich Löwe — Gr. Kühnau, Dessau — gefallen. bbox=[703, 676, 1055, 689]
casualty-entry: verwundet (siehe V. L. Nr. 71). bbox=[1141, 1392, 1334, 1407]
casualty-entry: Kröhmann, Walter — Halberstadt — leicht verwundet. bbox=[703, 1118, 1046, 1132]
casualty-entry: Gefr. Richard Grube — Bräunrode, Mansfeld — gefallen. bbox=[703, 689, 1061, 703]
casualty-entry: Rudolf, Wilhelm — Schmitten, Usingen — gefallen. bbox=[265, 728, 587, 742]
casualty-entry: Leffer, Leopold — Berlin — † an seinen Wunden Feldlaz. 4 des bbox=[265, 1765, 657, 1779]
casualty-entry: Dörfer, Friedr. — Mannheim — leicht verwundet. bbox=[1141, 1879, 1451, 1892]
casualty-entry: Uffz. Walter Buck — Frankfurt a. O. — schwer verwundet. bbox=[265, 944, 632, 958]
casualty-entry: folge Krankheit. bbox=[1141, 1276, 1243, 1290]
subsection-heading: Gestorben infolge Krankheit. bbox=[1255, 902, 1455, 917]
casualty-entry: Michaelis II, Richard, Bad Wittenberg, Saalkreis, schwer verw. bbox=[703, 1065, 1101, 1078]
casualty-entry: Grundler, Josef (9. Komp.) — Elpisingen, Stockach — gefallen. bbox=[1141, 1665, 1534, 1679]
casualty-entry: Bruhn, Ludwig — Altona — vermißt. bbox=[1141, 755, 1371, 769]
casualty-entry: Lüke, Albert — Altenberse, Warburg — vermißt. bbox=[265, 1199, 569, 1212]
casualty-entry: folge Krankheit Ref. Laz. Braunschweig. bbox=[265, 1715, 520, 1729]
casualty-entry: Braune, Walter (9. Komp.) — Leipzig — bisher vermißt gemeldet, bbox=[265, 1295, 678, 1309]
casualty-entry: Uffz. Georg Münch (6. Komp.) — Schwetzingen — bish. bbox=[1141, 1747, 1492, 1761]
casualty-entry: Ritter, Lorenz — Alzenau, Aschaffenburg — gefallen. bbox=[265, 594, 598, 608]
casualty-entry: Gefr. Max Mauruschat — Schillningken, Gumbinnen — l. v. bbox=[1141, 406, 1513, 420]
casualty-entry: gemeldet, gefallen. bbox=[265, 1335, 387, 1349]
casualty-entry: Kästel, Julius (11. Komp.) — Mühlburg, Karlsruhe — durch bbox=[1141, 1705, 1513, 1720]
casualty-entry: Braun, Friedrich (11. Komp.), Heidelberg, d. Unfall leicht verletzt. bbox=[1141, 1692, 1562, 1706]
casualty-entry: Wiese, Ferdinand — Breitin, Jerichow II — vermißt. bbox=[703, 1333, 1029, 1347]
casualty-entry: Habekost, Wilhelm — Oppershausen, Celle — leicht verw. bbox=[703, 944, 1068, 958]
casualty-entry: Karnstedt, Hermann — Nordhausen, Hohenstein — leicht verw. bbox=[703, 352, 1105, 366]
casualty-entry: Brüggmann, Karl — Rendsburg — leicht verwundet. bbox=[1141, 768, 1471, 782]
section-divider bbox=[295, 1353, 663, 1354]
casualty-entry: Hartmann, Siegmund — Hoslar, Wellrichstadt — leicht verw. bbox=[265, 1024, 648, 1038]
casualty-entry: Bodemann, Reinhold — Ferdebna, Delitzsch — schwer verw. bbox=[703, 1373, 1085, 1387]
subsection-heading: 3. Kompagnie. bbox=[429, 1805, 528, 1820]
casualty-entry: Scherning, Friedrich — Eilpenhausen, Rothenburg — leicht verw. bbox=[703, 460, 1118, 474]
casualty-entry: Ltn. d. R. Erich Graumann — Staßfurt, Calbe — schwer verw. bbox=[703, 568, 1091, 582]
casualty-entry: Thalheim, Hermann — Nowawes, Teltow — leicht verwundet. bbox=[703, 514, 1092, 527]
section-divider bbox=[295, 1540, 663, 1541]
